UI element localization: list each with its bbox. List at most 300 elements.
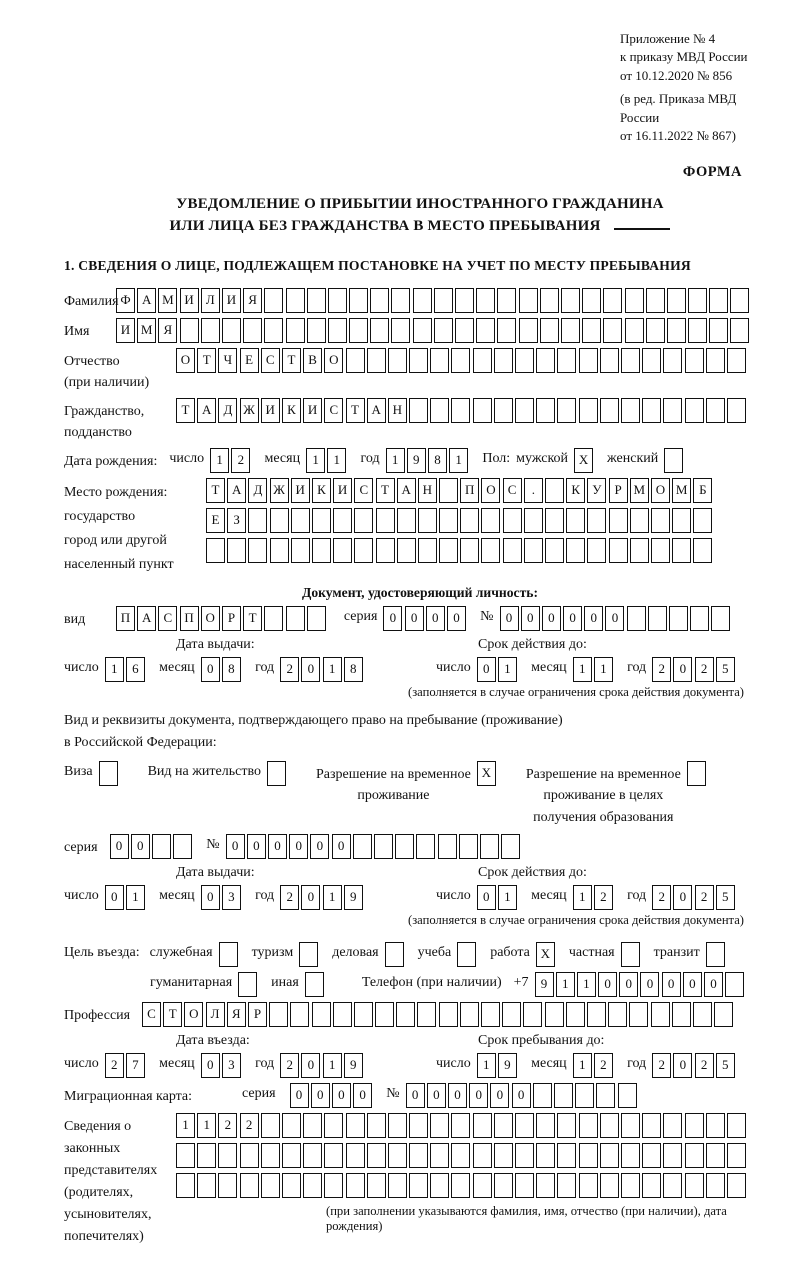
char-cell[interactable] — [367, 1143, 386, 1168]
char-cell[interactable] — [409, 348, 428, 373]
char-cell[interactable] — [579, 1113, 598, 1138]
char-cell[interactable] — [409, 398, 428, 423]
char-cell[interactable] — [685, 348, 704, 373]
char-cell[interactable]: 9 — [344, 885, 363, 910]
char-cell[interactable] — [579, 1173, 598, 1198]
char-cell[interactable]: 3 — [222, 1053, 241, 1078]
char-cell[interactable]: 0 — [477, 885, 496, 910]
char-cell[interactable]: 7 — [126, 1053, 145, 1078]
char-cell[interactable]: 0 — [268, 834, 287, 859]
char-cell[interactable]: М — [672, 478, 691, 503]
sex-female-checkbox[interactable] — [664, 448, 683, 473]
char-cell[interactable] — [261, 1113, 280, 1138]
char-cell[interactable] — [451, 1173, 470, 1198]
char-cell[interactable] — [218, 1143, 237, 1168]
char-cell[interactable]: 0 — [673, 1053, 692, 1078]
char-cell[interactable]: 0 — [447, 606, 466, 631]
char-cell[interactable] — [439, 478, 458, 503]
char-cell[interactable] — [618, 1083, 637, 1108]
char-cell[interactable]: Р — [609, 478, 628, 503]
char-cell[interactable] — [709, 318, 728, 343]
char-cell[interactable] — [473, 348, 492, 373]
char-cell[interactable] — [515, 1113, 534, 1138]
char-cell[interactable] — [693, 508, 712, 533]
char-cell[interactable] — [261, 1143, 280, 1168]
char-cell[interactable]: Д — [248, 478, 267, 503]
char-cell[interactable] — [651, 508, 670, 533]
char-cell[interactable]: 0 — [477, 657, 496, 682]
char-cell[interactable] — [333, 508, 352, 533]
char-cell[interactable] — [180, 318, 199, 343]
char-cell[interactable] — [727, 1143, 746, 1168]
char-cell[interactable] — [176, 1173, 195, 1198]
char-cell[interactable]: 1 — [323, 1053, 342, 1078]
char-cell[interactable] — [243, 318, 262, 343]
char-cell[interactable]: Т — [346, 398, 365, 423]
char-cell[interactable]: 1 — [197, 1113, 216, 1138]
char-cell[interactable] — [519, 318, 538, 343]
residence-permit-checkbox[interactable] — [267, 761, 286, 786]
char-cell[interactable] — [291, 508, 310, 533]
char-cell[interactable]: Р — [222, 606, 241, 631]
char-cell[interactable] — [430, 348, 449, 373]
temp-residence-checkbox[interactable]: X — [477, 761, 496, 786]
char-cell[interactable]: Н — [418, 478, 437, 503]
char-cell[interactable]: 0 — [383, 606, 402, 631]
char-cell[interactable]: 0 — [512, 1083, 531, 1108]
char-cell[interactable] — [240, 1143, 259, 1168]
char-cell[interactable] — [367, 1173, 386, 1198]
char-cell[interactable] — [354, 538, 373, 563]
char-cell[interactable] — [693, 1002, 712, 1027]
char-cell[interactable]: А — [137, 288, 156, 313]
char-cell[interactable] — [286, 606, 305, 631]
char-cell[interactable]: П — [180, 606, 199, 631]
char-cell[interactable] — [663, 1113, 682, 1138]
char-cell[interactable] — [685, 1143, 704, 1168]
char-cell[interactable] — [600, 1173, 619, 1198]
char-cell[interactable] — [545, 1002, 564, 1027]
char-cell[interactable] — [270, 508, 289, 533]
char-cell[interactable] — [375, 1002, 394, 1027]
char-cell[interactable]: Т — [206, 478, 225, 503]
char-cell[interactable]: 1 — [498, 885, 517, 910]
char-cell[interactable]: 0 — [542, 606, 561, 631]
char-cell[interactable]: 1 — [176, 1113, 195, 1138]
char-cell[interactable] — [376, 508, 395, 533]
char-cell[interactable] — [324, 1143, 343, 1168]
char-cell[interactable] — [575, 1083, 594, 1108]
char-cell[interactable]: 1 — [105, 657, 124, 682]
char-cell[interactable] — [370, 288, 389, 313]
char-cell[interactable]: Т — [163, 1002, 182, 1027]
purpose-tourism-checkbox[interactable] — [299, 942, 318, 967]
char-cell[interactable] — [307, 288, 326, 313]
char-cell[interactable]: 0 — [448, 1083, 467, 1108]
char-cell[interactable] — [473, 1143, 492, 1168]
char-cell[interactable] — [579, 348, 598, 373]
char-cell[interactable] — [397, 508, 416, 533]
char-cell[interactable] — [312, 508, 331, 533]
char-cell[interactable] — [367, 348, 386, 373]
char-cell[interactable] — [685, 1173, 704, 1198]
char-cell[interactable] — [409, 1113, 428, 1138]
char-cell[interactable]: 0 — [353, 1083, 372, 1108]
temp-residence-education-checkbox[interactable] — [687, 761, 706, 786]
char-cell[interactable]: 0 — [405, 606, 424, 631]
char-cell[interactable] — [621, 1143, 640, 1168]
char-cell[interactable]: Д — [218, 398, 237, 423]
char-cell[interactable] — [730, 318, 749, 343]
char-cell[interactable] — [370, 318, 389, 343]
char-cell[interactable] — [248, 538, 267, 563]
char-cell[interactable]: Н — [388, 398, 407, 423]
char-cell[interactable]: 0 — [662, 972, 681, 997]
char-cell[interactable]: 0 — [598, 972, 617, 997]
char-cell[interactable] — [523, 1002, 542, 1027]
char-cell[interactable] — [291, 538, 310, 563]
char-cell[interactable] — [497, 288, 516, 313]
char-cell[interactable]: 0 — [406, 1083, 425, 1108]
char-cell[interactable]: 0 — [226, 834, 245, 859]
char-cell[interactable] — [587, 538, 606, 563]
char-cell[interactable] — [206, 538, 225, 563]
char-cell[interactable] — [621, 348, 640, 373]
char-cell[interactable] — [667, 288, 686, 313]
char-cell[interactable]: Я — [227, 1002, 246, 1027]
char-cell[interactable] — [672, 538, 691, 563]
char-cell[interactable] — [502, 1002, 521, 1027]
char-cell[interactable]: 1 — [577, 972, 596, 997]
char-cell[interactable] — [388, 1173, 407, 1198]
char-cell[interactable]: И — [291, 478, 310, 503]
char-cell[interactable] — [503, 508, 522, 533]
char-cell[interactable]: 0 — [683, 972, 702, 997]
char-cell[interactable] — [536, 398, 555, 423]
char-cell[interactable] — [672, 508, 691, 533]
char-cell[interactable] — [270, 538, 289, 563]
char-cell[interactable]: 0 — [289, 834, 308, 859]
char-cell[interactable]: Е — [206, 508, 225, 533]
char-cell[interactable] — [621, 1173, 640, 1198]
char-cell[interactable] — [663, 1143, 682, 1168]
char-cell[interactable] — [430, 398, 449, 423]
char-cell[interactable] — [197, 1143, 216, 1168]
purpose-transit-checkbox[interactable] — [706, 942, 725, 967]
char-cell[interactable] — [367, 1113, 386, 1138]
char-cell[interactable]: 0 — [301, 1053, 320, 1078]
char-cell[interactable] — [706, 348, 725, 373]
char-cell[interactable] — [646, 288, 665, 313]
char-cell[interactable] — [152, 834, 171, 859]
char-cell[interactable] — [519, 288, 538, 313]
char-cell[interactable] — [451, 1143, 470, 1168]
char-cell[interactable]: О — [201, 606, 220, 631]
char-cell[interactable] — [727, 348, 746, 373]
char-cell[interactable] — [515, 398, 534, 423]
char-cell[interactable] — [706, 1143, 725, 1168]
char-cell[interactable] — [642, 398, 661, 423]
char-cell[interactable] — [642, 1143, 661, 1168]
char-cell[interactable] — [409, 1143, 428, 1168]
char-cell[interactable] — [494, 1143, 513, 1168]
char-cell[interactable] — [669, 606, 688, 631]
char-cell[interactable]: 0 — [673, 657, 692, 682]
char-cell[interactable]: 0 — [311, 1083, 330, 1108]
char-cell[interactable] — [609, 508, 628, 533]
char-cell[interactable] — [685, 398, 704, 423]
char-cell[interactable] — [353, 834, 372, 859]
char-cell[interactable]: 0 — [105, 885, 124, 910]
char-cell[interactable]: 0 — [247, 834, 266, 859]
char-cell[interactable] — [473, 398, 492, 423]
char-cell[interactable] — [396, 1002, 415, 1027]
char-cell[interactable] — [481, 538, 500, 563]
char-cell[interactable]: 2 — [280, 1053, 299, 1078]
char-cell[interactable]: О — [651, 478, 670, 503]
char-cell[interactable] — [430, 1143, 449, 1168]
char-cell[interactable]: А — [367, 398, 386, 423]
char-cell[interactable]: С — [503, 478, 522, 503]
char-cell[interactable]: М — [630, 478, 649, 503]
char-cell[interactable] — [413, 318, 432, 343]
char-cell[interactable] — [248, 508, 267, 533]
char-cell[interactable] — [503, 538, 522, 563]
char-cell[interactable] — [536, 1173, 555, 1198]
char-cell[interactable] — [494, 1173, 513, 1198]
char-cell[interactable]: 2 — [652, 657, 671, 682]
char-cell[interactable]: 0 — [605, 606, 624, 631]
char-cell[interactable]: 6 — [126, 657, 145, 682]
char-cell[interactable]: П — [460, 478, 479, 503]
char-cell[interactable]: Т — [243, 606, 262, 631]
char-cell[interactable]: 2 — [231, 448, 250, 473]
char-cell[interactable]: А — [137, 606, 156, 631]
char-cell[interactable] — [688, 318, 707, 343]
char-cell[interactable]: 2 — [652, 1053, 671, 1078]
purpose-official-checkbox[interactable] — [219, 942, 238, 967]
char-cell[interactable] — [603, 288, 622, 313]
char-cell[interactable] — [324, 1113, 343, 1138]
char-cell[interactable]: Ф — [116, 288, 135, 313]
char-cell[interactable]: 2 — [218, 1113, 237, 1138]
char-cell[interactable] — [727, 1173, 746, 1198]
purpose-study-checkbox[interactable] — [457, 942, 476, 967]
char-cell[interactable]: 0 — [332, 834, 351, 859]
char-cell[interactable] — [642, 1113, 661, 1138]
char-cell[interactable]: 5 — [716, 657, 735, 682]
char-cell[interactable] — [455, 318, 474, 343]
char-cell[interactable] — [524, 508, 543, 533]
char-cell[interactable]: . — [524, 478, 543, 503]
char-cell[interactable] — [409, 1173, 428, 1198]
char-cell[interactable] — [376, 538, 395, 563]
char-cell[interactable]: 0 — [521, 606, 540, 631]
char-cell[interactable] — [685, 1113, 704, 1138]
char-cell[interactable] — [693, 538, 712, 563]
purpose-work-checkbox[interactable]: X — [536, 942, 555, 967]
char-cell[interactable] — [515, 1173, 534, 1198]
char-cell[interactable] — [455, 288, 474, 313]
char-cell[interactable]: 2 — [652, 885, 671, 910]
char-cell[interactable] — [282, 1113, 301, 1138]
char-cell[interactable] — [418, 538, 437, 563]
char-cell[interactable] — [706, 1173, 725, 1198]
char-cell[interactable] — [579, 398, 598, 423]
char-cell[interactable]: 0 — [301, 885, 320, 910]
char-cell[interactable]: 0 — [201, 657, 220, 682]
char-cell[interactable]: Т — [197, 348, 216, 373]
char-cell[interactable] — [524, 538, 543, 563]
char-cell[interactable] — [388, 1113, 407, 1138]
char-cell[interactable] — [557, 1173, 576, 1198]
char-cell[interactable]: 0 — [490, 1083, 509, 1108]
char-cell[interactable]: И — [333, 478, 352, 503]
char-cell[interactable] — [451, 1113, 470, 1138]
char-cell[interactable] — [672, 1002, 691, 1027]
char-cell[interactable] — [651, 1002, 670, 1027]
char-cell[interactable] — [303, 1113, 322, 1138]
char-cell[interactable]: К — [312, 478, 331, 503]
char-cell[interactable] — [307, 318, 326, 343]
char-cell[interactable] — [629, 1002, 648, 1027]
char-cell[interactable] — [417, 1002, 436, 1027]
char-cell[interactable] — [354, 1002, 373, 1027]
char-cell[interactable]: М — [137, 318, 156, 343]
char-cell[interactable]: 0 — [301, 657, 320, 682]
char-cell[interactable] — [391, 318, 410, 343]
char-cell[interactable] — [480, 834, 499, 859]
char-cell[interactable] — [473, 1173, 492, 1198]
char-cell[interactable] — [438, 834, 457, 859]
char-cell[interactable] — [725, 972, 744, 997]
char-cell[interactable]: Я — [158, 318, 177, 343]
char-cell[interactable]: 1 — [306, 448, 325, 473]
char-cell[interactable] — [587, 1002, 606, 1027]
char-cell[interactable] — [706, 1113, 725, 1138]
char-cell[interactable] — [663, 348, 682, 373]
char-cell[interactable] — [324, 1173, 343, 1198]
char-cell[interactable] — [201, 318, 220, 343]
char-cell[interactable] — [434, 288, 453, 313]
char-cell[interactable] — [494, 1113, 513, 1138]
char-cell[interactable]: Б — [693, 478, 712, 503]
char-cell[interactable]: 9 — [344, 1053, 363, 1078]
char-cell[interactable] — [642, 348, 661, 373]
char-cell[interactable] — [176, 1143, 195, 1168]
char-cell[interactable] — [439, 538, 458, 563]
char-cell[interactable] — [218, 1173, 237, 1198]
purpose-other-checkbox[interactable] — [305, 972, 324, 997]
char-cell[interactable] — [497, 318, 516, 343]
purpose-private-checkbox[interactable] — [621, 942, 640, 967]
char-cell[interactable] — [540, 318, 559, 343]
char-cell[interactable] — [600, 1113, 619, 1138]
char-cell[interactable]: 1 — [573, 1053, 592, 1078]
char-cell[interactable] — [714, 1002, 733, 1027]
char-cell[interactable]: И — [222, 288, 241, 313]
char-cell[interactable] — [545, 538, 564, 563]
char-cell[interactable] — [346, 348, 365, 373]
char-cell[interactable] — [286, 318, 305, 343]
char-cell[interactable] — [609, 538, 628, 563]
char-cell[interactable] — [476, 288, 495, 313]
char-cell[interactable] — [494, 398, 513, 423]
char-cell[interactable] — [625, 318, 644, 343]
char-cell[interactable]: О — [481, 478, 500, 503]
char-cell[interactable] — [261, 1173, 280, 1198]
char-cell[interactable]: 0 — [201, 885, 220, 910]
char-cell[interactable] — [173, 834, 192, 859]
char-cell[interactable] — [596, 1083, 615, 1108]
char-cell[interactable] — [561, 318, 580, 343]
char-cell[interactable]: 1 — [126, 885, 145, 910]
char-cell[interactable] — [690, 606, 709, 631]
char-cell[interactable] — [197, 1173, 216, 1198]
char-cell[interactable]: 1 — [477, 1053, 496, 1078]
char-cell[interactable]: 2 — [695, 1053, 714, 1078]
char-cell[interactable] — [416, 834, 435, 859]
char-cell[interactable] — [688, 288, 707, 313]
char-cell[interactable]: 1 — [594, 657, 613, 682]
char-cell[interactable] — [711, 606, 730, 631]
char-cell[interactable] — [630, 538, 649, 563]
char-cell[interactable] — [557, 348, 576, 373]
char-cell[interactable] — [303, 1173, 322, 1198]
char-cell[interactable]: С — [261, 348, 280, 373]
char-cell[interactable] — [727, 1113, 746, 1138]
char-cell[interactable]: 0 — [640, 972, 659, 997]
char-cell[interactable]: 0 — [201, 1053, 220, 1078]
char-cell[interactable]: М — [158, 288, 177, 313]
char-cell[interactable] — [545, 508, 564, 533]
char-cell[interactable] — [545, 478, 564, 503]
char-cell[interactable] — [349, 288, 368, 313]
char-cell[interactable] — [587, 508, 606, 533]
char-cell[interactable] — [312, 1002, 331, 1027]
char-cell[interactable] — [625, 288, 644, 313]
char-cell[interactable] — [439, 1002, 458, 1027]
char-cell[interactable]: К — [566, 478, 585, 503]
char-cell[interactable] — [582, 318, 601, 343]
char-cell[interactable]: 1 — [323, 657, 342, 682]
char-cell[interactable] — [536, 348, 555, 373]
char-cell[interactable] — [648, 606, 667, 631]
char-cell[interactable] — [434, 318, 453, 343]
char-cell[interactable] — [554, 1083, 573, 1108]
char-cell[interactable]: Л — [206, 1002, 225, 1027]
char-cell[interactable] — [600, 348, 619, 373]
char-cell[interactable] — [566, 508, 585, 533]
char-cell[interactable]: 1 — [573, 657, 592, 682]
char-cell[interactable]: 0 — [110, 834, 129, 859]
char-cell[interactable]: 2 — [280, 885, 299, 910]
char-cell[interactable]: 0 — [290, 1083, 309, 1108]
char-cell[interactable]: 2 — [240, 1113, 259, 1138]
char-cell[interactable] — [566, 538, 585, 563]
char-cell[interactable] — [346, 1113, 365, 1138]
char-cell[interactable]: 9 — [535, 972, 554, 997]
char-cell[interactable]: 8 — [222, 657, 241, 682]
char-cell[interactable] — [346, 1173, 365, 1198]
char-cell[interactable] — [227, 538, 246, 563]
char-cell[interactable]: З — [227, 508, 246, 533]
char-cell[interactable]: 9 — [498, 1053, 517, 1078]
char-cell[interactable]: 2 — [105, 1053, 124, 1078]
char-cell[interactable] — [430, 1113, 449, 1138]
char-cell[interactable] — [600, 1143, 619, 1168]
char-cell[interactable] — [391, 288, 410, 313]
